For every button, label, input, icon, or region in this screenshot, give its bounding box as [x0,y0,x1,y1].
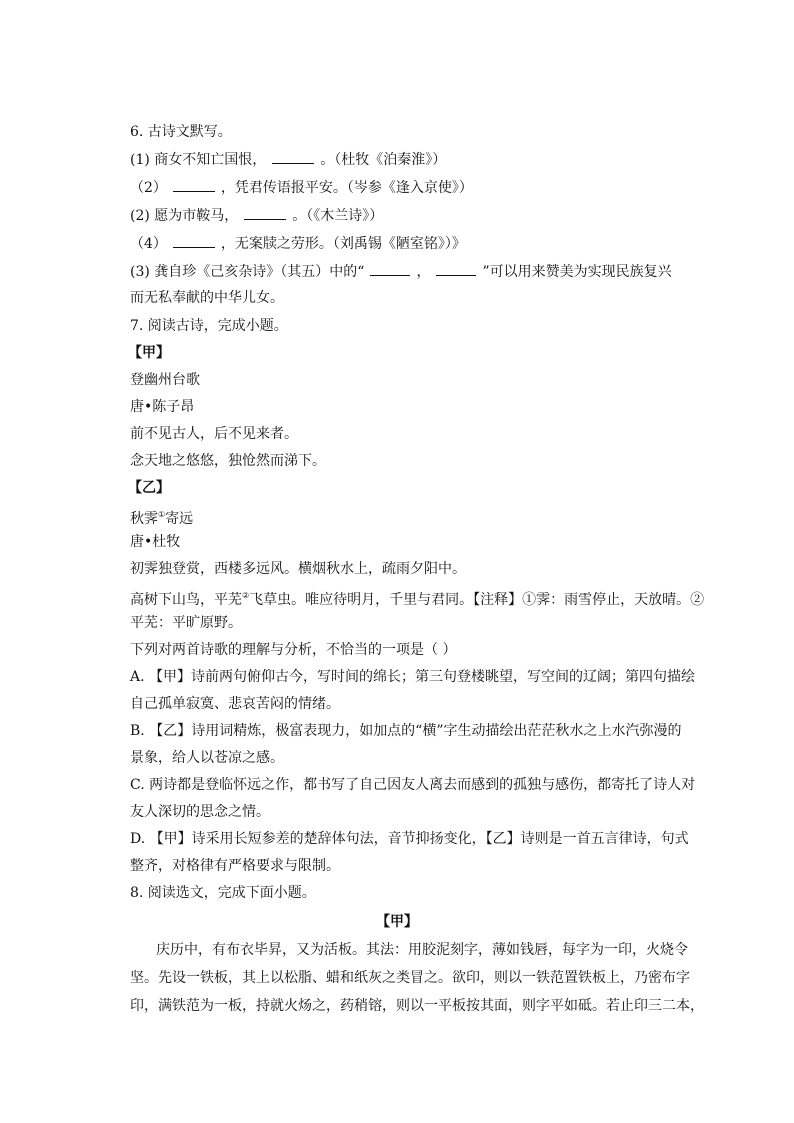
q7-option-a-line-1[interactable]: A. 【甲】诗前两句俯仰古今，写时间的绵长；第三句登楼眺望，写空间的辽阔；第四句描绘 [130,669,696,685]
q7-yi-line-1: 初霁独登赏，西楼多远风。横烟秋水上，疏雨夕阳中。 [130,561,466,577]
q6-item-1-pre: (1) 商女不知亡国恨， [130,152,267,168]
q6-item-5-blank-1[interactable] [370,263,410,276]
q7-option-a-line-2: 自己孤单寂寞、悲哀苦闷的情绪。 [130,696,340,712]
q7-yi-line-2 [130,586,704,610]
q8-paragraph-line-3: 印，满铁范为一板，持就火炀之，药稍镕，则以一平板按其面，则字平如砥。若止印三二本， [130,998,704,1014]
q6-item-5-mid: ， [416,264,431,280]
q7-jia-title: 登幽州台歌 [130,372,200,388]
q6-item-2-post: ，凭君传语报平安。（岑参《逢入京使》） [220,180,473,196]
q6-item-5-cont: 而无私奉献的中华儿女。 [130,290,284,306]
q7-option-b-line-2: 景象，给人以苍凉之感。 [130,750,284,766]
q6-item-4-blank[interactable] [173,235,215,248]
q8-paragraph-line-1: 庆历中，有布衣毕昇，又为活板。其法：用胶泥刻字，薄如钱唇，每字为一印，火烧令 [156,942,688,958]
q6-item-5-blank-2[interactable] [436,263,476,276]
q8-jia-label: 【甲】 [376,914,418,930]
q6-item-4 [130,234,466,254]
q7-yi-line-3: 平芜：平旷原野。 [130,615,242,631]
q7-yi-line-2-a: 高树下山鸟，平芜 [130,592,242,608]
q7-option-d-line-2: 整齐，对格律有严格要求与限制。 [130,858,340,874]
q7-yi-title-a: 秋霁 [130,511,158,527]
q7-jia-author: 唐•陈子昂 [130,399,195,415]
q7-question: 下列对两首诗歌的理解与分析，不恰当的一项是（ ） [130,642,457,658]
q7-yi-title-note: ① [158,510,166,519]
q7-option-c-line-1[interactable]: C. 两诗都是登临怀远之作，都书写了自己因友人离去而感到的孤独与感伤，都寄托了诗人对 [130,777,696,793]
q7-option-c-line-2: 友人深切的思念之情。 [130,804,270,820]
q6-item-5-post: ”可以用来赞美为实现民族复兴 [482,264,672,280]
q6-item-2 [130,178,473,198]
q6-item-5-pre: (3) 龚自珍《己亥杂诗》（其五）中的“ [130,264,365,280]
q6-item-4-post: ，无案牍之劳形。（刘禹锡《陋室铭》）》 [220,236,466,252]
q7-yi-title-b: 寄远 [165,511,194,527]
q6-item-4-pre: （4） [130,236,167,252]
q6-item-1-post: 。（杜牧《泊秦淮》） [320,152,447,168]
q7-yi-title [130,505,193,529]
q7-option-d-line-1[interactable]: D. 【甲】诗采用长短参差的楚辞体句法，音节抑扬变化，【乙】诗则是一首五言律诗，句式 [130,831,689,847]
q6-item-5 [130,262,672,282]
q6-item-1-blank[interactable] [272,151,314,164]
q7-jia-line-2: 念天地之悠悠，独怆然而涕下。 [130,453,326,469]
q6-heading: 6. 古诗文默写。 [130,124,232,140]
q6-item-1 [130,150,446,170]
q7-jia-line-1: 前不见古人，后不见来者。 [130,426,298,442]
q7-heading: 7. 阅读古诗，完成小题。 [130,318,288,334]
q6-item-2-blank[interactable] [173,179,215,192]
q7-option-b-line-1[interactable]: B. 【乙】诗用词精炼，极富表现力，如加点的“横”字生动描绘出茫茫秋水之上水汽弥漫的 [130,723,682,739]
q7-yi-line-2-b: 飞草虫。唯应待明月，千里与君同。【注释】①霁：雨雪停止，天放晴。② [249,592,705,608]
q7-yi-line-2-note: ② [242,591,250,600]
q6-item-3-pre: (2) 愿为市鞍马， [130,208,239,224]
q7-yi-label: 【乙】 [128,480,170,496]
q7-yi-author: 唐•杜牧 [130,534,181,550]
q7-jia-label: 【甲】 [128,345,170,361]
q6-item-3 [130,206,383,226]
q6-item-3-post: 。（《木兰诗》） [292,208,384,224]
q6-item-2-pre: （2） [130,180,167,196]
q8-heading: 8. 阅读选文，完成下面小题。 [130,885,316,901]
q6-item-3-blank[interactable] [244,207,286,220]
q8-paragraph-line-2: 坚。先设一铁板，其上以松脂、蜡和纸灰之类冒之。欲印，则以一铁范置铁板上，乃密布字 [130,970,690,986]
